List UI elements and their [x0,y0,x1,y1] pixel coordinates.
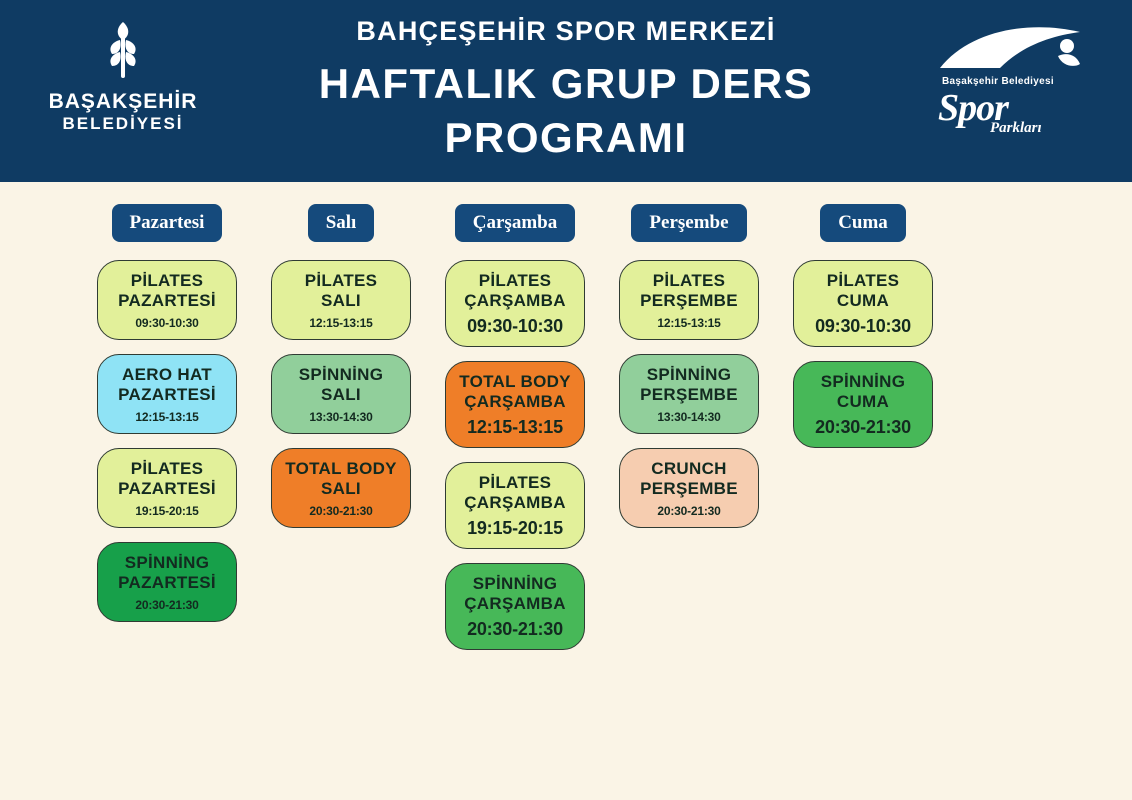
class-time: 12:15-13:15 [135,410,199,425]
poster-header [0,0,1132,182]
class-day: PERŞEMBE [640,291,738,311]
day-header-salı: Salı [308,204,375,242]
class-time: 09:30-10:30 [815,316,911,337]
class-time: 20:30-21:30 [309,504,373,519]
class-card [97,354,237,434]
class-day: ÇARŞAMBA [464,594,566,614]
class-name: PİLATES [304,271,378,290]
class-day: SALI [321,479,361,499]
municipality-logo [28,18,218,135]
class-time: 09:30-10:30 [135,316,199,331]
class-day: PAZARTESİ [118,479,216,499]
class-time: 12:15-13:15 [657,316,721,331]
poster-title: HAFTALIK GRUP DERS PROGRAMI [318,60,814,161]
class-card [271,448,411,528]
class-card [271,260,411,340]
class-name: PİLATES [652,271,726,290]
class-card [619,260,759,340]
class-card [97,260,237,340]
class-name: CRUNCH [651,459,727,479]
class-day: ÇARŞAMBA [464,291,566,311]
class-day: PAZARTESİ [118,291,216,311]
day-column [440,204,590,664]
class-time: 19:15-20:15 [467,518,563,539]
class-time: 09:30-10:30 [467,316,563,337]
class-time: 12:15-13:15 [309,316,373,331]
class-day: PERŞEMBE [640,385,738,405]
spor-logo-small-text: Başakşehir Belediyesi [942,76,1054,87]
class-day: SALI [321,291,361,311]
class-card [445,361,585,448]
class-card [619,354,759,434]
class-card [793,260,933,347]
class-day: PAZARTESİ [118,573,216,593]
class-day: ÇARŞAMBA [464,392,566,412]
class-name: PİLATES [130,271,204,290]
class-day: SALI [321,385,361,405]
schedule-grid [0,182,1132,664]
class-time: 13:30-14:30 [309,410,373,425]
class-card [445,462,585,549]
class-card [271,354,411,434]
class-card [619,448,759,528]
spor-logo-main-text: Spor [938,87,1008,129]
day-column [614,204,764,664]
class-name: PİLATES [478,271,552,290]
class-name: PİLATES [478,473,552,493]
class-card [97,542,237,622]
class-time: 13:30-14:30 [657,410,721,425]
class-time: 20:30-21:30 [135,598,199,613]
wheat-emblem-icon [92,18,154,84]
class-day: ÇARŞAMBA [464,493,566,513]
athlete-swoosh-icon [930,24,1110,84]
day-column [788,204,938,664]
day-header-perşembe: Perşembe [631,204,746,242]
class-name: SPİNNİNG [298,365,384,385]
municipality-logo-line1: BAŞAKŞEHİR [48,90,198,113]
class-name: SPİNNİNG [472,574,558,594]
class-day: CUMA [836,291,890,311]
class-card [445,563,585,650]
spor-parklari-logo [930,24,1110,144]
class-name: TOTAL BODY [285,459,397,479]
day-column [266,204,416,664]
class-time: 19:15-20:15 [135,504,199,519]
class-time: 20:30-21:30 [815,417,911,438]
class-name: SPİNNİNG [124,553,210,573]
spor-logo-sub-text: Parkları [990,120,1042,136]
class-name: PİLATES [130,459,204,479]
class-name: SPİNNİNG [646,365,732,385]
day-header-pazartesi: Pazartesi [112,204,223,242]
class-name: AERO HAT [122,365,212,385]
class-day: PERŞEMBE [640,479,738,499]
class-name: SPİNNİNG [820,372,906,392]
class-time: 12:15-13:15 [467,417,563,438]
municipality-logo-line2: BELEDİYESİ [62,114,184,134]
class-card [793,361,933,448]
day-column [92,204,242,664]
header-title-group [216,17,916,164]
class-name: TOTAL BODY [459,372,571,392]
class-time: 20:30-21:30 [657,504,721,519]
class-card [445,260,585,347]
class-name: PİLATES [826,271,900,290]
class-time: 20:30-21:30 [467,619,563,640]
day-header-çarşamba: Çarşamba [455,204,575,242]
class-day: PAZARTESİ [118,385,216,405]
class-day: CUMA [836,392,890,412]
day-header-cuma: Cuma [820,204,906,242]
poster-subtitle: BAHÇEŞEHİR SPOR MERKEZİ [356,16,776,47]
class-card [97,448,237,528]
